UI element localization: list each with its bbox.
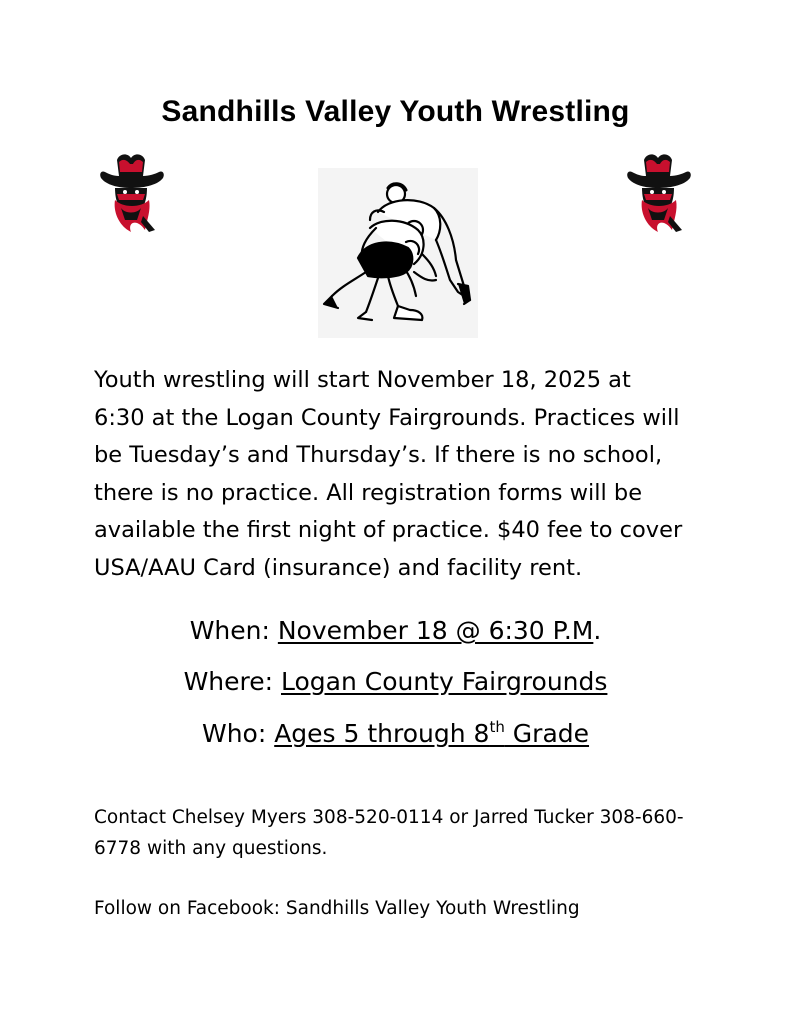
intro-line: be Tuesday’s and Thursday’s. If there is no school, — [94, 442, 663, 468]
bandit-cowboy-icon — [97, 148, 167, 232]
intro-line: there is no practice. All registration forms will be — [94, 479, 643, 506]
when-suffix: . — [593, 616, 602, 645]
wrestlers-illustration — [318, 168, 478, 338]
where-label: Where: — [183, 667, 281, 696]
who-value-end: Grade — [504, 719, 590, 748]
who-value-start: Ages 5 through 8 — [274, 719, 490, 748]
contact-info — [94, 802, 714, 864]
intro-line: 6:30 at the Logan County Fairgrounds. Practices will — [94, 404, 680, 431]
who-value-sup: th — [489, 718, 505, 736]
when-line — [0, 616, 791, 645]
facebook-note: Follow on Facebook: Sandhills Valley Youth Wrestling — [94, 898, 580, 919]
where-line — [0, 667, 791, 696]
who-label: Who: — [201, 719, 275, 748]
flyer-title: Sandhills Valley Youth Wrestling — [161, 95, 630, 128]
intro-line: available the first night of practice. $40 fee to cover — [94, 517, 683, 543]
intro-line: Youth wrestling will start November 18, 2025 at — [94, 367, 631, 393]
when-label: When: — [189, 616, 278, 645]
when-value: November 18 @ 6:30 P.M — [277, 616, 594, 645]
intro-line: USA/AAU Card (insurance) and facility rent. — [94, 554, 583, 581]
who-line — [0, 718, 791, 748]
bandit-cowboy-icon — [624, 148, 694, 232]
contact-line: Contact Chelsey Myers 308-520-0114 or Jarred Tucker 308-660- — [94, 807, 684, 828]
intro-paragraph — [94, 362, 714, 587]
where-value: Logan County Fairgrounds — [281, 667, 608, 696]
who-value — [274, 719, 589, 748]
contact-line: 6778 with any questions. — [94, 838, 328, 859]
